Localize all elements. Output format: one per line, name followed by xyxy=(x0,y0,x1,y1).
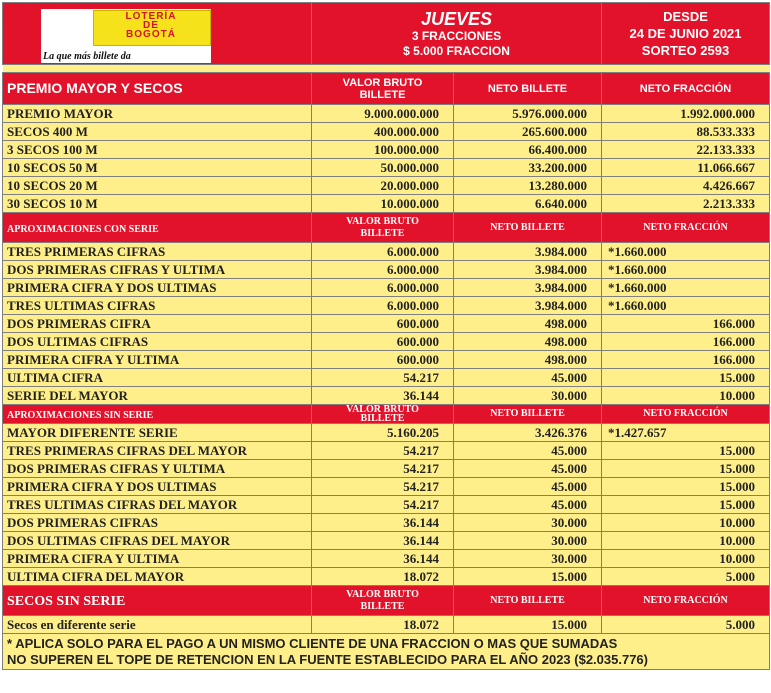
gross-value: 20.000.000 xyxy=(312,177,454,195)
col-header-neto: NETO BILLETE xyxy=(454,405,602,424)
prize-name: DOS PRIMERAS CIFRAS Y ULTIMA xyxy=(3,261,312,279)
col-header-fraccion: NETO FRACCIÓN xyxy=(602,213,770,243)
prize-row xyxy=(3,315,770,333)
prize-name: PRIMERA CIFRA Y ULTIMA xyxy=(3,550,312,568)
prize-row xyxy=(3,568,770,586)
gross-value: 6.000.000 xyxy=(312,297,454,315)
draw-info-cell xyxy=(312,3,602,65)
prize-name: TRES ULTIMAS CIFRAS xyxy=(3,297,312,315)
prize-name: Secos en diferente serie xyxy=(3,616,312,634)
prize-row xyxy=(3,550,770,568)
gross-value: 18.072 xyxy=(312,568,454,586)
net-fraction: 166.000 xyxy=(602,315,770,333)
prize-row xyxy=(3,478,770,496)
col-header-neto: NETO BILLETE xyxy=(454,73,602,105)
net-ticket: 265.600.000 xyxy=(454,123,602,141)
prize-name: DOS PRIMERAS CIFRAS Y ULTIMA xyxy=(3,460,312,478)
prize-row xyxy=(3,496,770,514)
gross-value: 5.160.205 xyxy=(312,424,454,442)
col-header-fraccion: NETO FRACCIÓN xyxy=(602,405,770,424)
prize-row xyxy=(3,141,770,159)
gross-value: 54.217 xyxy=(312,460,454,478)
gross-value: 54.217 xyxy=(312,478,454,496)
section-header-sin-serie xyxy=(3,405,770,424)
net-fraction: 4.426.667 xyxy=(602,177,770,195)
net-fraction: 15.000 xyxy=(602,496,770,514)
section-title: PREMIO MAYOR Y SECOS xyxy=(7,79,183,96)
net-ticket: 3.984.000 xyxy=(454,297,602,315)
net-ticket: 15.000 xyxy=(454,568,602,586)
net-fraction: 15.000 xyxy=(602,478,770,496)
logo-line-3: BOGOTÁ xyxy=(126,29,176,40)
gross-value: 100.000.000 xyxy=(312,141,454,159)
prize-name: 10 SECOS 20 M xyxy=(3,177,312,195)
net-ticket: 45.000 xyxy=(454,442,602,460)
net-ticket: 30.000 xyxy=(454,550,602,568)
gross-value: 36.144 xyxy=(312,514,454,532)
net-ticket: 45.000 xyxy=(454,496,602,514)
gross-value: 6.000.000 xyxy=(312,243,454,261)
prize-name: TRES PRIMERAS CIFRAS DEL MAYOR xyxy=(3,442,312,460)
net-ticket: 30.000 xyxy=(454,387,602,405)
prize-name: ULTIMA CIFRA DEL MAYOR xyxy=(3,568,312,586)
section-body-secos-sin-serie xyxy=(3,616,770,634)
net-ticket: 498.000 xyxy=(454,315,602,333)
gross-value: 600.000 xyxy=(312,315,454,333)
prize-name: TRES PRIMERAS CIFRAS xyxy=(3,243,312,261)
net-fraction: *1.427.657 xyxy=(602,424,770,442)
section-body-con-serie xyxy=(3,243,770,405)
gross-value: 600.000 xyxy=(312,351,454,369)
logo-line-2: DE xyxy=(143,20,159,31)
prize-row xyxy=(3,177,770,195)
net-ticket: 45.000 xyxy=(454,460,602,478)
net-ticket: 30.000 xyxy=(454,514,602,532)
col-header-bruto: VALOR BRUTO BILLETE xyxy=(312,213,454,243)
prize-name: SECOS 400 M xyxy=(3,123,312,141)
net-ticket: 45.000 xyxy=(454,369,602,387)
net-fraction: *1.660.000 xyxy=(602,279,770,297)
net-ticket: 6.640.000 xyxy=(454,195,602,213)
prize-name: PRIMERA CIFRA Y DOS ULTIMAS xyxy=(3,279,312,297)
prize-row xyxy=(3,297,770,315)
col-header-fraccion: NETO FRACCIÓN xyxy=(602,586,770,616)
prize-name: 30 SECOS 10 M xyxy=(3,195,312,213)
section-header-secos-sin-serie xyxy=(3,586,770,616)
prize-name: PRIMERA CIFRA Y ULTIMA xyxy=(3,351,312,369)
prize-row xyxy=(3,616,770,634)
prize-row xyxy=(3,424,770,442)
col-header-neto: NETO BILLETE xyxy=(454,586,602,616)
logo-slogan: La que más billete da xyxy=(43,51,131,62)
net-ticket: 13.280.000 xyxy=(454,177,602,195)
gross-value: 400.000.000 xyxy=(312,123,454,141)
net-fraction: *1.660.000 xyxy=(602,261,770,279)
prize-name: DOS PRIMERAS CIFRA xyxy=(3,315,312,333)
gross-value: 54.217 xyxy=(312,369,454,387)
col-header-bruto: VALOR BRUTO BILLETE xyxy=(312,405,454,424)
net-fraction: 5.000 xyxy=(602,568,770,586)
net-fraction: 22.133.333 xyxy=(602,141,770,159)
gross-value: 54.217 xyxy=(312,496,454,514)
footer-line-1: * APLICA SOLO PARA EL PAGO A UN MISMO CLIENTE DE UNA FRACCION O MAS QUE SUMADAS xyxy=(7,635,618,651)
net-fraction: 2.213.333 xyxy=(602,195,770,213)
section-body-sin-serie xyxy=(3,424,770,586)
prize-name: DOS ULTIMAS CIFRAS DEL MAYOR xyxy=(3,532,312,550)
prize-name: DOS ULTIMAS CIFRAS xyxy=(3,333,312,351)
since-label: DESDE xyxy=(663,9,708,24)
net-ticket: 66.400.000 xyxy=(454,141,602,159)
net-fraction: 15.000 xyxy=(602,369,770,387)
net-fraction: 10.000 xyxy=(602,550,770,568)
loteria-logo xyxy=(41,9,211,63)
net-fraction: 10.000 xyxy=(602,387,770,405)
net-ticket: 30.000 xyxy=(454,532,602,550)
net-fraction: 1.992.000.000 xyxy=(602,105,770,123)
col-header-bruto: VALOR BRUTO BILLETE xyxy=(312,586,454,616)
header-row xyxy=(3,3,770,65)
net-ticket: 3.426.376 xyxy=(454,424,602,442)
prize-row xyxy=(3,369,770,387)
net-ticket: 498.000 xyxy=(454,333,602,351)
prize-row xyxy=(3,351,770,369)
footer-line-2: NO SUPEREN EL TOPE DE RETENCION EN LA FUENTE ESTABLECIDO PARA EL AÑO 2023 ($2.035.776) xyxy=(7,651,648,667)
net-fraction: *1.660.000 xyxy=(602,297,770,315)
prize-row xyxy=(3,333,770,351)
prize-row xyxy=(3,460,770,478)
section-body-premio-mayor xyxy=(3,105,770,213)
prize-table-container xyxy=(2,2,769,670)
logo-line-1: LOTERÍA xyxy=(125,11,177,22)
logo-text xyxy=(93,12,209,39)
gross-value: 36.144 xyxy=(312,550,454,568)
gross-value: 6.000.000 xyxy=(312,279,454,297)
prize-row xyxy=(3,514,770,532)
spacer-row xyxy=(3,65,770,73)
net-ticket: 45.000 xyxy=(454,478,602,496)
net-ticket: 33.200.000 xyxy=(454,159,602,177)
gross-value: 54.217 xyxy=(312,442,454,460)
prize-name: ULTIMA CIFRA xyxy=(3,369,312,387)
gross-value: 10.000.000 xyxy=(312,195,454,213)
gross-value: 6.000.000 xyxy=(312,261,454,279)
net-fraction: 88.533.333 xyxy=(602,123,770,141)
draw-number: SORTEO 2593 xyxy=(641,43,730,58)
net-ticket: 5.976.000.000 xyxy=(454,105,602,123)
net-ticket: 3.984.000 xyxy=(454,261,602,279)
prize-name: SERIE DEL MAYOR xyxy=(3,387,312,405)
prize-row xyxy=(3,532,770,550)
net-fraction: 10.000 xyxy=(602,532,770,550)
net-fraction: 10.000 xyxy=(602,514,770,532)
draw-date-cell xyxy=(602,3,770,65)
net-fraction: *1.660.000 xyxy=(602,243,770,261)
prize-row xyxy=(3,279,770,297)
gross-value: 36.144 xyxy=(312,387,454,405)
col-header-neto: NETO BILLETE xyxy=(454,213,602,243)
prize-name: TRES ULTIMAS CIFRAS DEL MAYOR xyxy=(3,496,312,514)
gross-value: 600.000 xyxy=(312,333,454,351)
section-title: APROXIMACIONES CON SERIE xyxy=(7,223,159,235)
col-header-fraccion: NETO FRACCIÓN xyxy=(602,73,770,105)
prize-row xyxy=(3,243,770,261)
prize-name: DOS PRIMERAS CIFRAS xyxy=(3,514,312,532)
prize-row xyxy=(3,387,770,405)
section-header-premio-mayor xyxy=(3,73,770,105)
logo-cell xyxy=(3,3,312,65)
net-fraction: 15.000 xyxy=(602,442,770,460)
section-title: SECOS SIN SERIE xyxy=(7,593,126,609)
gross-value: 9.000.000.000 xyxy=(312,105,454,123)
net-fraction: 5.000 xyxy=(602,616,770,634)
footer-note xyxy=(3,634,770,670)
prize-row xyxy=(3,105,770,123)
net-ticket: 3.984.000 xyxy=(454,243,602,261)
prize-row xyxy=(3,159,770,177)
draw-fractions: 3 FRACCIONES xyxy=(411,28,502,43)
col-header-bruto: VALOR BRUTO BILLETE xyxy=(312,73,454,105)
net-fraction: 11.066.667 xyxy=(602,159,770,177)
prize-table xyxy=(2,2,770,670)
prize-row xyxy=(3,123,770,141)
net-fraction: 166.000 xyxy=(602,333,770,351)
prize-row xyxy=(3,261,770,279)
net-ticket: 3.984.000 xyxy=(454,279,602,297)
prize-row xyxy=(3,442,770,460)
prize-name: 3 SECOS 100 M xyxy=(3,141,312,159)
prize-row xyxy=(3,195,770,213)
gross-value: 18.072 xyxy=(312,616,454,634)
net-ticket: 15.000 xyxy=(454,616,602,634)
section-title: APROXIMACIONES SIN SERIE xyxy=(7,410,154,421)
gross-value: 50.000.000 xyxy=(312,159,454,177)
gross-value: 36.144 xyxy=(312,532,454,550)
prize-name: MAYOR DIFERENTE SERIE xyxy=(3,424,312,442)
draw-date: 24 DE JUNIO 2021 xyxy=(629,26,742,41)
prize-name: PREMIO MAYOR xyxy=(3,105,312,123)
prize-name: PRIMERA CIFRA Y DOS ULTIMAS xyxy=(3,478,312,496)
net-fraction: 166.000 xyxy=(602,351,770,369)
footer-note-row xyxy=(3,634,770,670)
prize-name: 10 SECOS 50 M xyxy=(3,159,312,177)
net-ticket: 498.000 xyxy=(454,351,602,369)
draw-day: JUEVES xyxy=(420,8,493,29)
net-fraction: 15.000 xyxy=(602,460,770,478)
draw-price: $ 5.000 FRACCION xyxy=(403,43,510,58)
section-header-con-serie xyxy=(3,213,770,243)
